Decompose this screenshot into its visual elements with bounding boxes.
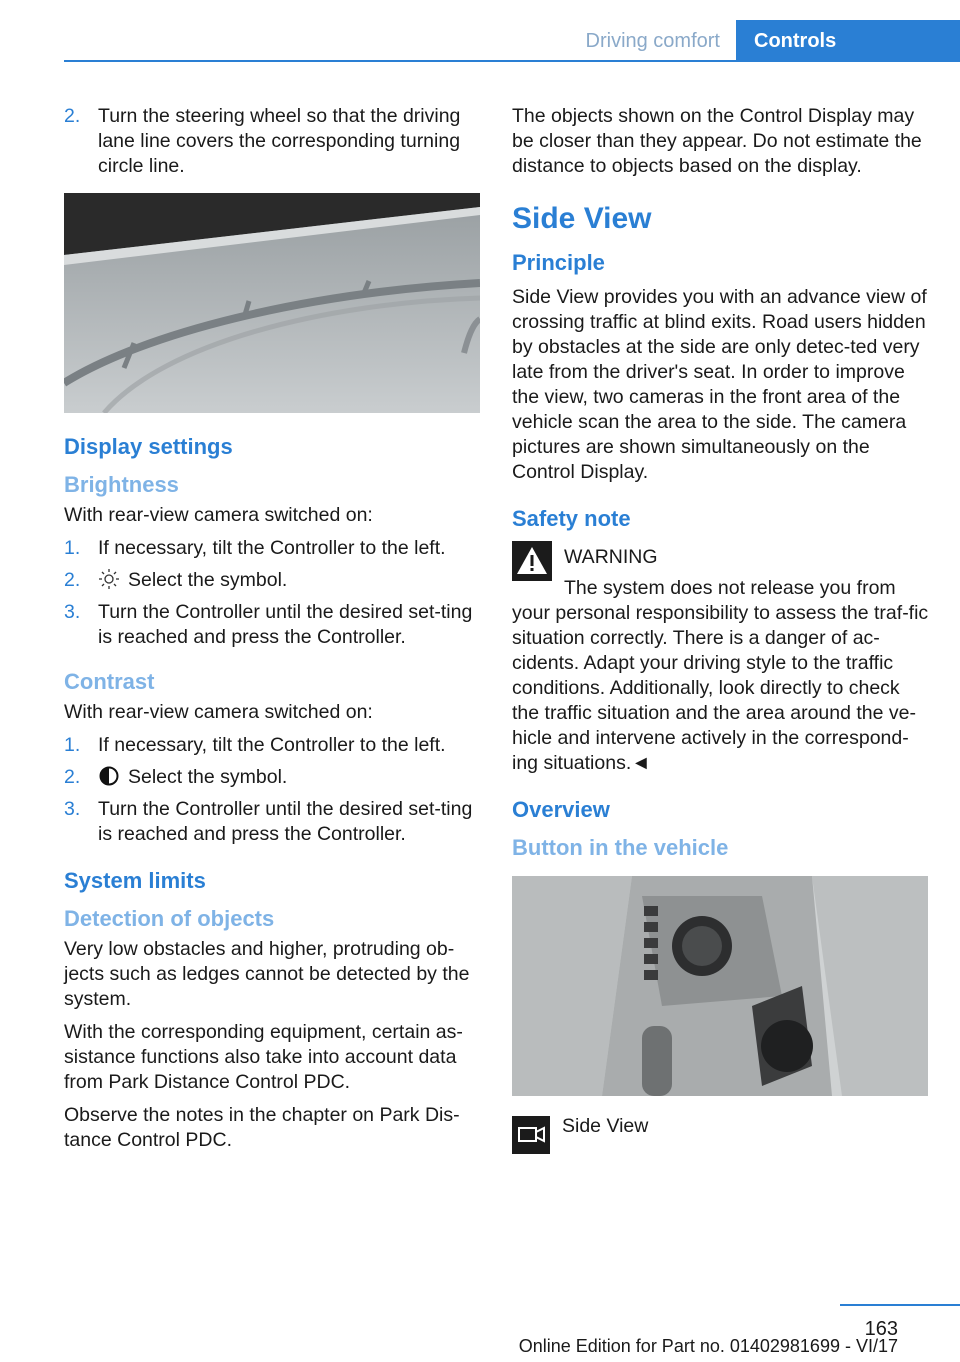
button-in-vehicle-heading: Button in the vehicle (512, 835, 729, 860)
warning-label: WARNING (564, 546, 658, 568)
edition-note: Online Edition for Part no. 01402981699 - VI/17 (518, 1336, 898, 1356)
principle-text: Side View provides you with an advance view of crossing traffic at blind exits. Road users hidden by obstacles at the side are only detec‐ted very late from the driver's seat. In order to improve the view, two cameras in the front area of the vehicle scan the area to the side. The camera pictures are shown simultaneously on the Control Display. (512, 286, 927, 483)
warning-text: your personal responsibility to assess the traf‐fic situation correctly. There is a danger of ac‐cidents. Adapt your driving style to the traffic conditions. Additionally, look directly to check the traffic situation and the area around the ve‐hicle and intervene actively in the correspond‐ing situations.◄ (512, 602, 929, 774)
brightness-heading: Brightness (64, 472, 179, 497)
header-rule (64, 60, 960, 62)
header-chapter-tab: Controls (736, 20, 960, 62)
safety-note-heading: Safety note (512, 506, 631, 531)
brightness-intro: With rear-view camera switched on: (64, 504, 373, 526)
display-settings-heading: Display settings (64, 434, 233, 459)
contrast-intro: With rear-view camera switched on: (64, 701, 373, 723)
brightness-sun-icon (98, 568, 120, 590)
side-view-camera-icon (512, 1116, 550, 1154)
step-number: 2. (64, 766, 81, 788)
left-column (64, 104, 482, 1161)
footer-rule (840, 1304, 960, 1306)
system-limits-heading: System limits (64, 868, 206, 893)
center-console-image (512, 876, 928, 1096)
list-item (64, 536, 482, 561)
detection-paragraph-3: Observe the notes in the chapter on Park Dis‐tance Control PDC. (64, 1104, 460, 1151)
header-section-label: Driving comfort (585, 30, 720, 52)
step-number: 3. (64, 798, 81, 820)
list-item (64, 797, 482, 847)
detection-paragraph-1: Very low obstacles and higher, protruding ob‐jects such as ledges cannot be detected by the system. (64, 938, 470, 1010)
list-item (64, 568, 482, 593)
step-text: Turn the Controller until the desired set‐ting is reached and press the Controller. (98, 798, 473, 845)
step-text: Select the symbol. (128, 766, 288, 788)
contrast-steps (64, 733, 482, 847)
step-number: 2. (64, 105, 81, 127)
right-column (512, 104, 930, 1154)
step-number: 1. (64, 537, 81, 559)
contrast-heading: Contrast (64, 669, 155, 694)
step-text: If necessary, tilt the Controller to the left. (98, 537, 446, 559)
contrast-circle-icon (98, 765, 120, 787)
list-item (64, 600, 482, 650)
step-number: 3. (64, 601, 81, 623)
principle-heading: Principle (512, 250, 605, 275)
overview-heading: Overview (512, 797, 610, 822)
warning-triangle-icon (512, 541, 552, 581)
step-text: If necessary, tilt the Controller to the left. (98, 734, 446, 756)
brightness-steps (64, 536, 482, 650)
step-text: Turn the steering wheel so that the driving lane line covers the corresponding turning circle line. (98, 105, 461, 177)
page-number: 163 (864, 1318, 898, 1340)
step-number: 2. (64, 569, 81, 591)
warning-block (512, 541, 930, 601)
list-item (64, 104, 482, 179)
step-number: 1. (64, 734, 81, 756)
list-item (64, 765, 482, 790)
objects-note: The objects shown on the Control Display may be closer than they appear. Do not estimate the distance to objects based on the display. (512, 105, 922, 177)
step-text: Select the symbol. (128, 569, 288, 591)
warning-first-line: The system does not release you from (564, 577, 896, 599)
side-view-button-row (512, 1116, 930, 1154)
rear-camera-image (64, 193, 480, 413)
side-view-button-label: Side View (562, 1115, 649, 1137)
detection-heading: Detection of objects (64, 906, 275, 931)
detection-paragraph-2: With the corresponding equipment, certain as‐sistance functions also take into account data from Park Distance Control PDC. (64, 1021, 463, 1093)
step-text: Turn the Controller until the desired set‐ting is reached and press the Controller. (98, 601, 473, 648)
list-item (64, 733, 482, 758)
side-view-title: Side View (512, 202, 652, 235)
steering-steps (64, 104, 482, 179)
